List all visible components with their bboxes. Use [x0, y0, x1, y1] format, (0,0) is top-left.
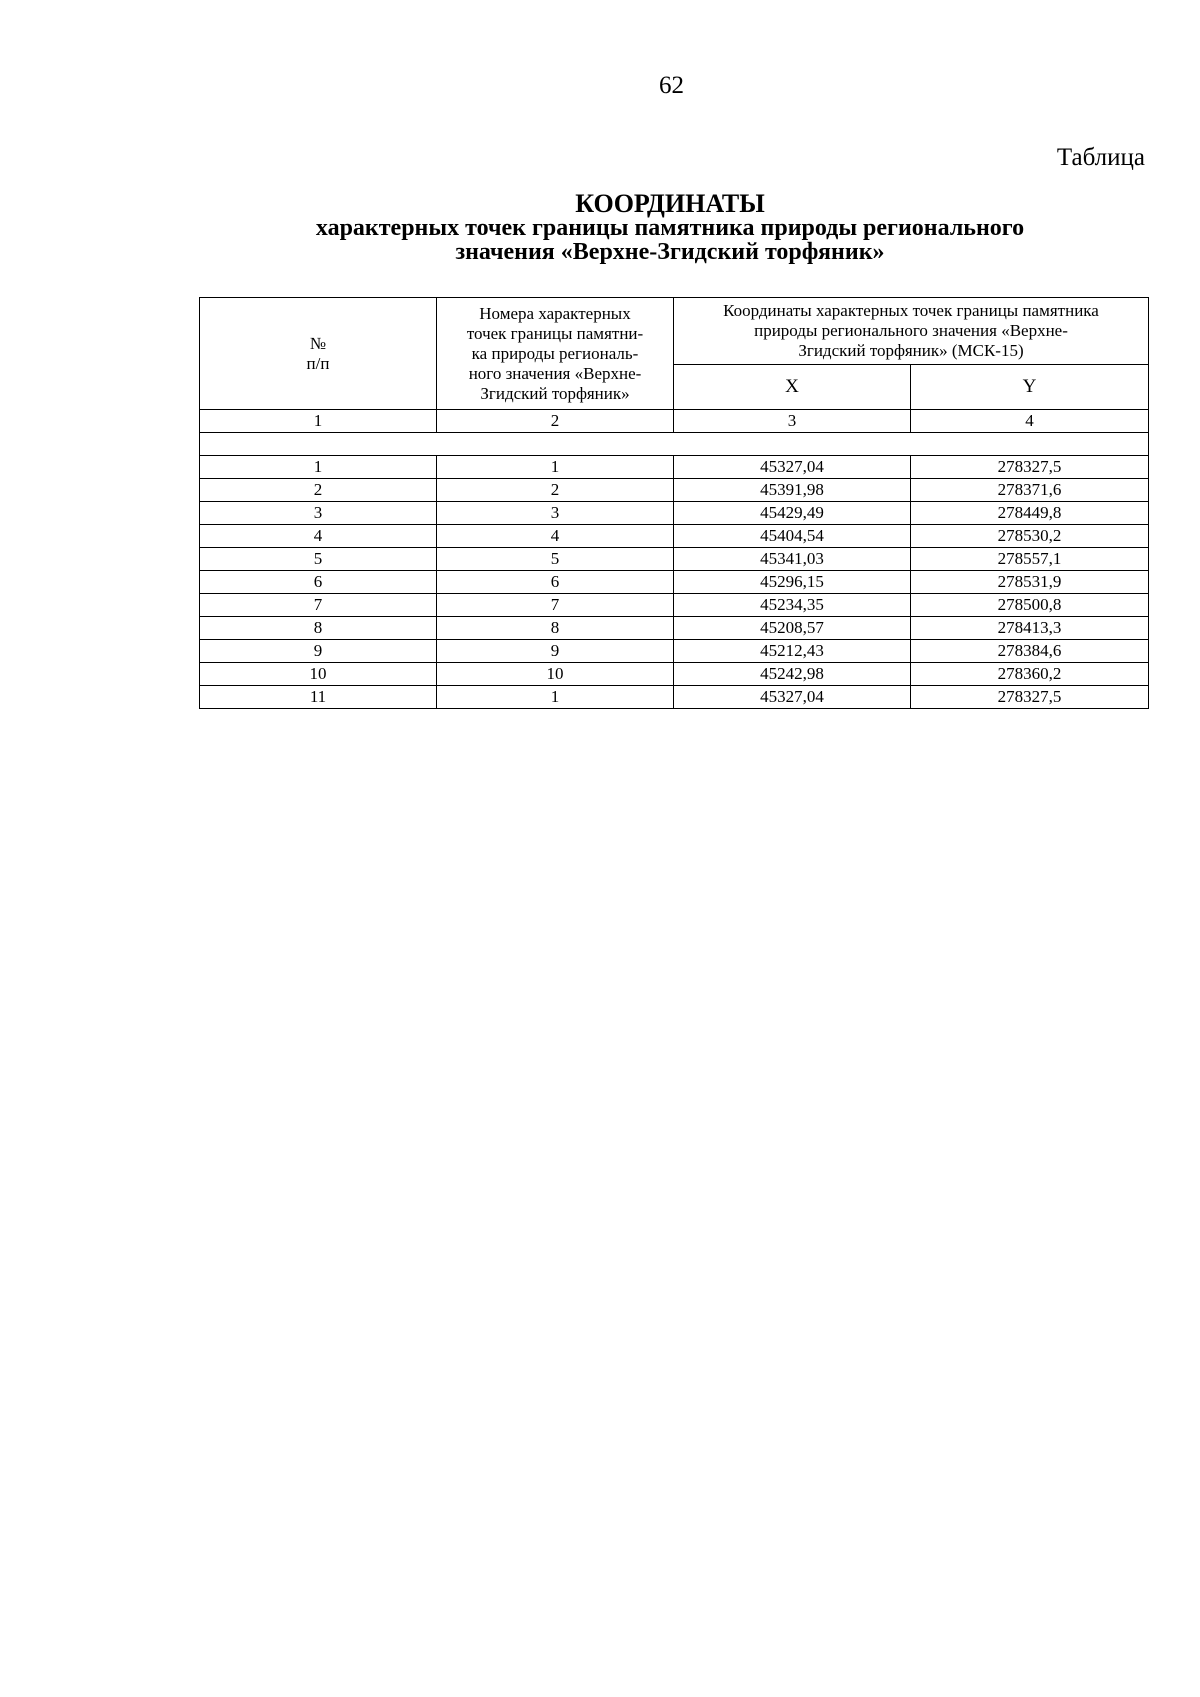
point-number-cell: 1 [437, 686, 674, 709]
table-row [200, 456, 1149, 479]
point-number-cell: 4 [437, 525, 674, 548]
page-number: 62 [659, 72, 684, 99]
table-label: Таблица [1056, 144, 1145, 171]
header-number: № п/п [200, 298, 437, 410]
table-row [200, 548, 1149, 571]
table-row [200, 686, 1149, 709]
header-coordinates: Координаты характерных точек границы памятника природы регионального значения «Верхне- Згидский торфяник» (МСК-15) [674, 298, 1149, 365]
row-number-cell: 4 [200, 525, 437, 548]
point-number-cell: 8 [437, 617, 674, 640]
table-row [200, 571, 1149, 594]
x-coordinate-cell: 45391,98 [674, 479, 911, 502]
point-number-cell: 5 [437, 548, 674, 571]
row-number-cell: 1 [200, 456, 437, 479]
title-main: КООРДИНАТЫ [575, 189, 765, 218]
column-number: 1 [200, 410, 437, 433]
row-number-cell: 8 [200, 617, 437, 640]
row-number-cell: 11 [200, 686, 437, 709]
y-coordinate-cell: 278360,2 [911, 663, 1149, 686]
x-coordinate-cell: 45234,35 [674, 594, 911, 617]
y-coordinate-cell: 278449,8 [911, 502, 1149, 525]
table-row [200, 617, 1149, 640]
y-coordinate-cell: 278500,8 [911, 594, 1149, 617]
row-number-cell: 9 [200, 640, 437, 663]
header-y: Y [911, 365, 1149, 410]
y-coordinate-cell: 278327,5 [911, 686, 1149, 709]
row-number-cell: 5 [200, 548, 437, 571]
y-coordinate-cell: 278327,5 [911, 456, 1149, 479]
column-number: 4 [911, 410, 1149, 433]
point-number-cell: 7 [437, 594, 674, 617]
y-coordinate-cell: 278557,1 [911, 548, 1149, 571]
x-coordinate-cell: 45296,15 [674, 571, 911, 594]
x-coordinate-cell: 45404,54 [674, 525, 911, 548]
column-number: 2 [437, 410, 674, 433]
header-x: X [674, 365, 911, 410]
point-number-cell: 2 [437, 479, 674, 502]
table-row [200, 663, 1149, 686]
table-row [200, 479, 1149, 502]
row-number-cell: 3 [200, 502, 437, 525]
point-number-cell: 10 [437, 663, 674, 686]
table-header-row [200, 298, 1149, 365]
y-coordinate-cell: 278530,2 [911, 525, 1149, 548]
row-number-cell: 7 [200, 594, 437, 617]
x-coordinate-cell: 45429,49 [674, 502, 911, 525]
column-number: 3 [674, 410, 911, 433]
x-coordinate-cell: 45208,57 [674, 617, 911, 640]
x-coordinate-cell: 45341,03 [674, 548, 911, 571]
table-row [200, 525, 1149, 548]
y-coordinate-cell: 278531,9 [911, 571, 1149, 594]
point-number-cell: 1 [437, 456, 674, 479]
row-number-cell: 2 [200, 479, 437, 502]
document-title [190, 189, 1150, 265]
empty-row [200, 433, 1149, 456]
y-coordinate-cell: 278371,6 [911, 479, 1149, 502]
x-coordinate-cell: 45242,98 [674, 663, 911, 686]
x-coordinate-cell: 45212,43 [674, 640, 911, 663]
x-coordinate-cell: 45327,04 [674, 686, 911, 709]
row-number-cell: 6 [200, 571, 437, 594]
coordinates-table [199, 297, 1149, 709]
table-row [200, 594, 1149, 617]
x-coordinate-cell: 45327,04 [674, 456, 911, 479]
header-point-numbers: Номера характерных точек границы памятни- ка природы региональ- ного значения «Верхне- Згидский торфяник» [437, 298, 674, 410]
row-number-cell: 10 [200, 663, 437, 686]
point-number-cell: 6 [437, 571, 674, 594]
point-number-cell: 3 [437, 502, 674, 525]
y-coordinate-cell: 278413,3 [911, 617, 1149, 640]
empty-cell [200, 433, 1149, 456]
table-row [200, 640, 1149, 663]
point-number-cell: 9 [437, 640, 674, 663]
table-row [200, 502, 1149, 525]
column-numbers-row [200, 410, 1149, 433]
title-line-3: значения «Верхне-Згидский торфяник» [455, 239, 885, 265]
title-line-2: характерных точек границы памятника природы регионального [315, 215, 1025, 241]
y-coordinate-cell: 278384,6 [911, 640, 1149, 663]
